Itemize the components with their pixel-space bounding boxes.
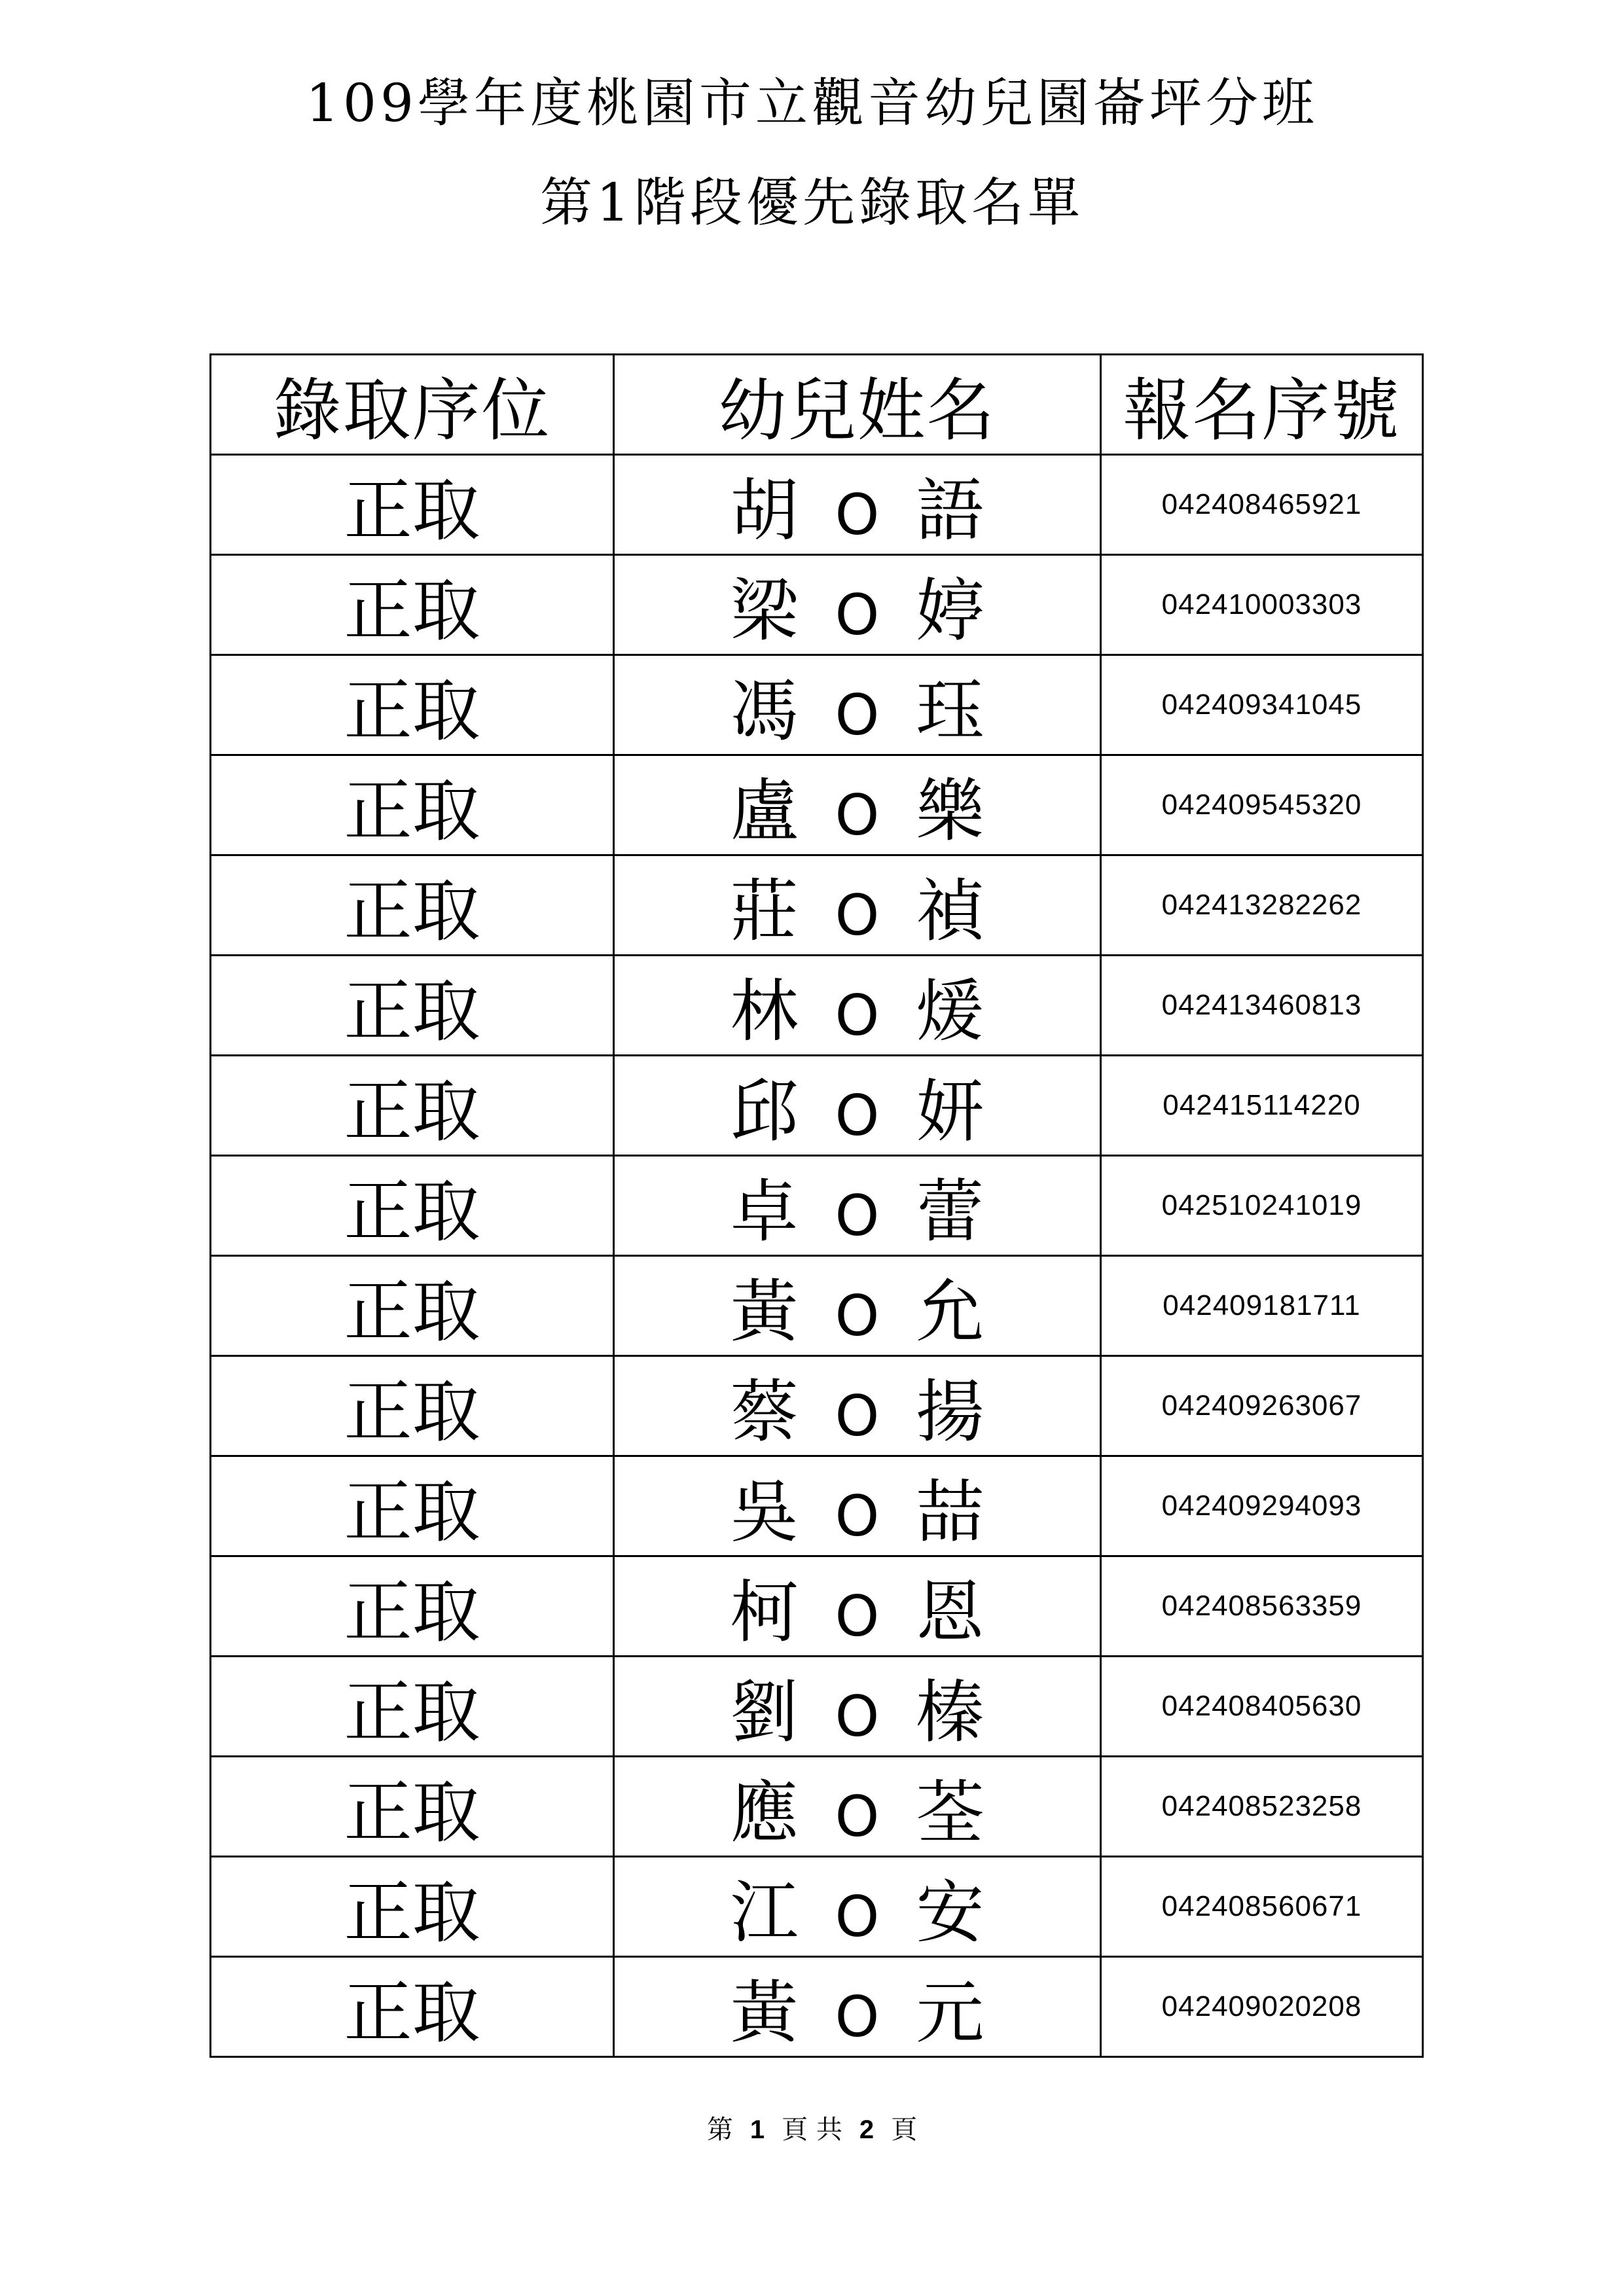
given-name: 恩 bbox=[916, 1572, 984, 1652]
given-name: 珏 bbox=[916, 671, 984, 751]
given-name: 安 bbox=[916, 1873, 984, 1952]
registration-number: 042510241019 bbox=[1101, 1156, 1423, 1256]
admission-list-table bbox=[209, 353, 1424, 2058]
admission-status: 正取 bbox=[211, 956, 614, 1056]
surname: 蔡 bbox=[730, 1372, 799, 1452]
header-registration-number: 報名序號 bbox=[1101, 355, 1423, 455]
registration-number: 042408560671 bbox=[1101, 1857, 1423, 1957]
table-row bbox=[211, 855, 1423, 956]
admission-status: 正取 bbox=[211, 1657, 614, 1757]
masked-character: O bbox=[835, 1584, 880, 1649]
masked-character: O bbox=[835, 1784, 880, 1850]
table-row bbox=[211, 1256, 1423, 1356]
child-name bbox=[614, 956, 1101, 1056]
registration-number: 042409181711 bbox=[1101, 1256, 1423, 1356]
masked-character: O bbox=[835, 783, 880, 848]
admission-status: 正取 bbox=[211, 1556, 614, 1657]
child-name bbox=[614, 1356, 1101, 1456]
surname: 黃 bbox=[730, 1272, 799, 1352]
child-name bbox=[614, 1957, 1101, 2057]
table-row bbox=[211, 956, 1423, 1056]
given-name: 妍 bbox=[916, 1071, 984, 1151]
masked-character: O bbox=[835, 1684, 880, 1749]
table-row bbox=[211, 1456, 1423, 1556]
table-row bbox=[211, 1056, 1423, 1156]
registration-number: 042409020208 bbox=[1101, 1957, 1423, 2057]
table-row bbox=[211, 755, 1423, 855]
surname: 柯 bbox=[730, 1572, 799, 1652]
registration-number: 042413460813 bbox=[1101, 956, 1423, 1056]
given-name: 語 bbox=[916, 471, 984, 550]
table-row bbox=[211, 1857, 1423, 1957]
masked-character: O bbox=[835, 1984, 880, 2050]
registration-number: 042409263067 bbox=[1101, 1356, 1423, 1456]
child-name bbox=[614, 1156, 1101, 1256]
surname: 邱 bbox=[730, 1071, 799, 1151]
current-page-number: 1 bbox=[749, 2115, 765, 2144]
registration-number: 042409294093 bbox=[1101, 1456, 1423, 1556]
footer-middle: 頁 共 bbox=[782, 2115, 842, 2145]
masked-character: O bbox=[835, 1884, 880, 1950]
admission-status: 正取 bbox=[211, 1957, 614, 2057]
child-name bbox=[614, 1857, 1101, 1957]
table-row bbox=[211, 1657, 1423, 1757]
header-admission-rank: 錄取序位 bbox=[211, 355, 614, 455]
child-name bbox=[614, 1657, 1101, 1757]
page-footer bbox=[0, 2109, 1624, 2146]
given-name: 煖 bbox=[916, 971, 984, 1051]
child-name bbox=[614, 1757, 1101, 1857]
admission-status: 正取 bbox=[211, 1056, 614, 1156]
registration-number: 042408563359 bbox=[1101, 1556, 1423, 1657]
admission-status: 正取 bbox=[211, 1757, 614, 1857]
total-pages-number: 2 bbox=[859, 2115, 875, 2144]
document-title: 109學年度桃園市立觀音幼兒園崙坪分班 bbox=[306, 73, 1318, 134]
surname: 馮 bbox=[730, 671, 799, 751]
masked-character: O bbox=[835, 983, 880, 1049]
given-name: 荃 bbox=[916, 1772, 984, 1852]
admission-status: 正取 bbox=[211, 855, 614, 956]
masked-character: O bbox=[835, 883, 880, 948]
admission-status: 正取 bbox=[211, 755, 614, 855]
given-name: 元 bbox=[916, 1973, 984, 2053]
given-name: 喆 bbox=[916, 1472, 984, 1552]
masked-character: O bbox=[835, 683, 880, 748]
table-row bbox=[211, 655, 1423, 755]
table-row bbox=[211, 555, 1423, 655]
admission-status: 正取 bbox=[211, 1156, 614, 1256]
admission-status: 正取 bbox=[211, 655, 614, 755]
admission-status: 正取 bbox=[211, 1456, 614, 1556]
footer-suffix: 頁 bbox=[891, 2115, 918, 2145]
table-row bbox=[211, 1556, 1423, 1657]
surname: 劉 bbox=[730, 1672, 799, 1752]
admission-status: 正取 bbox=[211, 455, 614, 555]
registration-number: 042410003303 bbox=[1101, 555, 1423, 655]
given-name: 允 bbox=[916, 1272, 984, 1352]
surname: 胡 bbox=[730, 471, 799, 550]
admission-status: 正取 bbox=[211, 555, 614, 655]
registration-number: 042413282262 bbox=[1101, 855, 1423, 956]
footer-prefix: 第 bbox=[706, 2115, 733, 2145]
given-name: 揚 bbox=[916, 1372, 984, 1452]
table-header-row bbox=[211, 355, 1423, 455]
masked-character: O bbox=[835, 1384, 880, 1449]
child-name bbox=[614, 555, 1101, 655]
surname: 江 bbox=[730, 1873, 799, 1952]
registration-number: 042408523258 bbox=[1101, 1757, 1423, 1857]
masked-character: O bbox=[835, 1484, 880, 1549]
surname: 應 bbox=[730, 1772, 799, 1852]
surname: 卓 bbox=[730, 1172, 799, 1251]
child-name bbox=[614, 755, 1101, 855]
given-name: 樂 bbox=[916, 771, 984, 851]
child-name bbox=[614, 455, 1101, 555]
child-name bbox=[614, 1056, 1101, 1156]
table-row bbox=[211, 1957, 1423, 2057]
masked-character: O bbox=[835, 1083, 880, 1149]
surname: 黃 bbox=[730, 1973, 799, 2053]
given-name: 禎 bbox=[916, 871, 984, 951]
masked-character: O bbox=[835, 583, 880, 648]
table-row bbox=[211, 1356, 1423, 1456]
child-name bbox=[614, 1456, 1101, 1556]
registration-number: 042408465921 bbox=[1101, 455, 1423, 555]
masked-character: O bbox=[835, 1283, 880, 1349]
child-name bbox=[614, 1256, 1101, 1356]
masked-character: O bbox=[835, 482, 880, 548]
surname: 莊 bbox=[730, 871, 799, 951]
registration-number: 042409341045 bbox=[1101, 655, 1423, 755]
table-body bbox=[211, 455, 1423, 2057]
admission-status: 正取 bbox=[211, 1857, 614, 1957]
document-subtitle: 第1階段優先錄取名單 bbox=[540, 172, 1084, 233]
header-child-name: 幼兒姓名 bbox=[614, 355, 1101, 455]
surname: 盧 bbox=[730, 771, 799, 851]
masked-character: O bbox=[835, 1183, 880, 1249]
table-row bbox=[211, 1757, 1423, 1857]
registration-number: 042415114220 bbox=[1101, 1056, 1423, 1156]
registration-number: 042409545320 bbox=[1101, 755, 1423, 855]
surname: 吳 bbox=[730, 1472, 799, 1552]
child-name bbox=[614, 855, 1101, 956]
admission-status: 正取 bbox=[211, 1256, 614, 1356]
child-name bbox=[614, 1556, 1101, 1657]
table-row bbox=[211, 1156, 1423, 1256]
given-name: 婷 bbox=[916, 571, 984, 651]
table-row bbox=[211, 455, 1423, 555]
child-name bbox=[614, 655, 1101, 755]
admission-status: 正取 bbox=[211, 1356, 614, 1456]
surname: 梁 bbox=[730, 571, 799, 651]
registration-number: 042408405630 bbox=[1101, 1657, 1423, 1757]
given-name: 蕾 bbox=[916, 1172, 984, 1251]
surname: 林 bbox=[730, 971, 799, 1051]
given-name: 榛 bbox=[916, 1672, 984, 1752]
